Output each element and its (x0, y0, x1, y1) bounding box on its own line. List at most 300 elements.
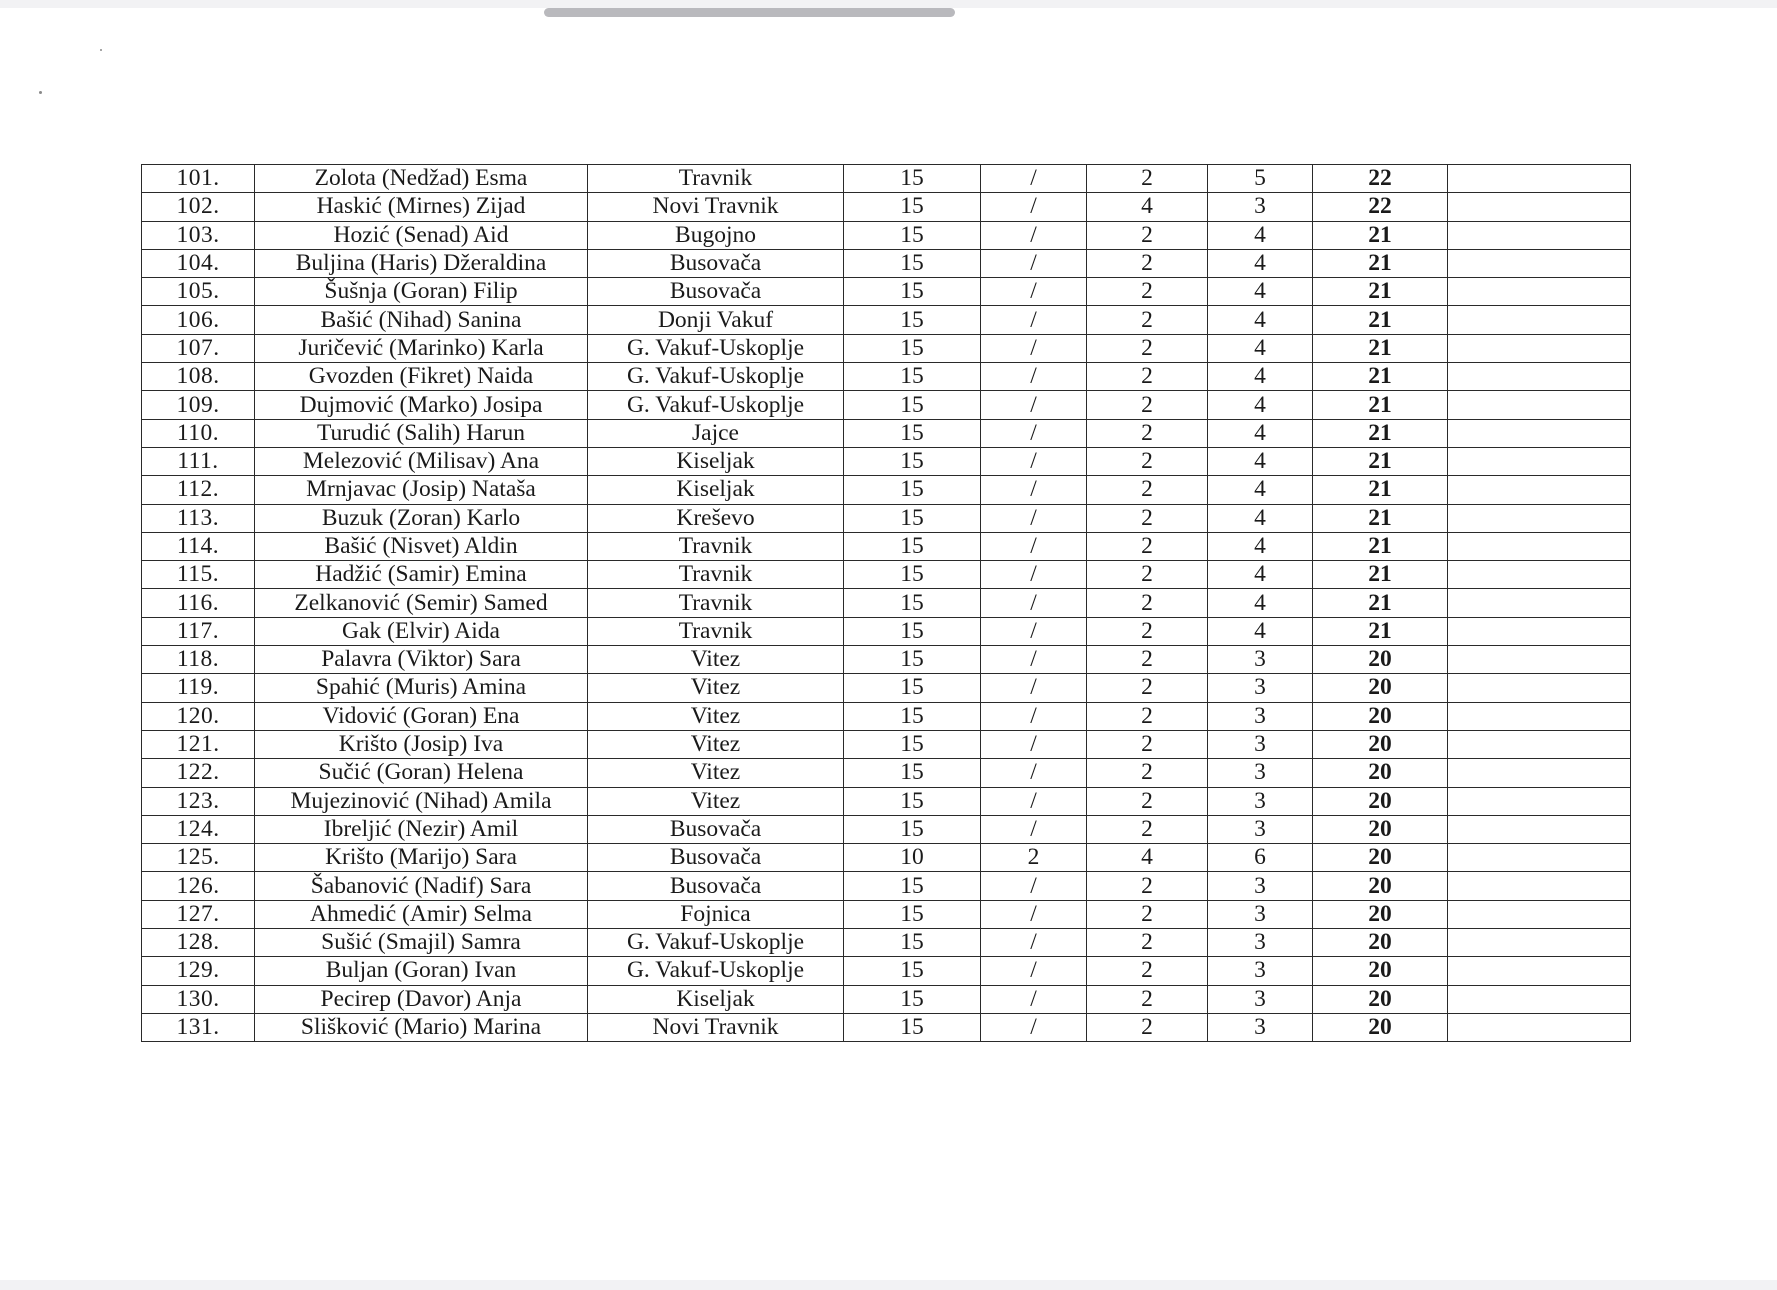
total-score: 20 (1313, 702, 1448, 730)
row-number: 114. (142, 532, 255, 560)
score-2: / (981, 759, 1087, 787)
student-name: Šušnja (Goran) Filip (255, 278, 588, 306)
municipality: Kiseljak (588, 447, 844, 475)
score-2: / (981, 674, 1087, 702)
score-4: 3 (1208, 872, 1313, 900)
total-score: 21 (1313, 391, 1448, 419)
row-number: 117. (142, 617, 255, 645)
score-1: 15 (844, 872, 981, 900)
score-3: 2 (1087, 278, 1208, 306)
row-number: 127. (142, 900, 255, 928)
score-2: / (981, 221, 1087, 249)
score-2: / (981, 1013, 1087, 1041)
municipality: Vitez (588, 702, 844, 730)
score-3: 2 (1087, 476, 1208, 504)
row-number: 101. (142, 165, 255, 193)
total-score: 21 (1313, 278, 1448, 306)
municipality: Jajce (588, 419, 844, 447)
score-4: 4 (1208, 617, 1313, 645)
score-1: 15 (844, 646, 981, 674)
total-score: 21 (1313, 617, 1448, 645)
row-number: 119. (142, 674, 255, 702)
note-cell (1448, 391, 1631, 419)
table-row (142, 447, 1631, 475)
row-number: 130. (142, 985, 255, 1013)
note-cell (1448, 1013, 1631, 1041)
table-row (142, 391, 1631, 419)
student-name: Dujmović (Marko) Josipa (255, 391, 588, 419)
row-number: 118. (142, 646, 255, 674)
municipality: G. Vakuf-Uskoplje (588, 957, 844, 985)
score-1: 15 (844, 561, 981, 589)
row-number: 108. (142, 363, 255, 391)
score-4: 3 (1208, 929, 1313, 957)
score-1: 15 (844, 532, 981, 560)
total-score: 21 (1313, 532, 1448, 560)
student-name: Sučić (Goran) Helena (255, 759, 588, 787)
score-4: 4 (1208, 419, 1313, 447)
score-2: / (981, 787, 1087, 815)
score-1: 15 (844, 447, 981, 475)
note-cell (1448, 532, 1631, 560)
table-row (142, 646, 1631, 674)
note-cell (1448, 929, 1631, 957)
table-row (142, 900, 1631, 928)
score-1: 15 (844, 306, 981, 334)
student-name: Buljina (Haris) Džeraldina (255, 249, 588, 277)
row-number: 115. (142, 561, 255, 589)
total-score: 20 (1313, 787, 1448, 815)
score-2: / (981, 306, 1087, 334)
student-name: Slišković (Mario) Marina (255, 1013, 588, 1041)
municipality: Busovača (588, 872, 844, 900)
total-score: 20 (1313, 929, 1448, 957)
table-row (142, 363, 1631, 391)
score-2: / (981, 702, 1087, 730)
municipality: Travnik (588, 165, 844, 193)
total-score: 20 (1313, 730, 1448, 758)
note-cell (1448, 504, 1631, 532)
table-row (142, 561, 1631, 589)
scan-speck (39, 91, 42, 94)
score-1: 15 (844, 221, 981, 249)
score-3: 2 (1087, 787, 1208, 815)
total-score: 20 (1313, 815, 1448, 843)
note-cell (1448, 221, 1631, 249)
score-1: 15 (844, 985, 981, 1013)
row-number: 128. (142, 929, 255, 957)
student-name: Spahić (Muris) Amina (255, 674, 588, 702)
score-4: 4 (1208, 476, 1313, 504)
score-1: 15 (844, 929, 981, 957)
table-row (142, 929, 1631, 957)
municipality: Busovača (588, 844, 844, 872)
score-3: 2 (1087, 900, 1208, 928)
municipality: Kiseljak (588, 476, 844, 504)
table-row (142, 221, 1631, 249)
student-name: Buljan (Goran) Ivan (255, 957, 588, 985)
row-number: 106. (142, 306, 255, 334)
score-3: 2 (1087, 957, 1208, 985)
table-row (142, 334, 1631, 362)
score-2: / (981, 278, 1087, 306)
note-cell (1448, 815, 1631, 843)
row-number: 102. (142, 193, 255, 221)
score-4: 4 (1208, 363, 1313, 391)
note-cell (1448, 476, 1631, 504)
score-2: / (981, 363, 1087, 391)
total-score: 20 (1313, 872, 1448, 900)
row-number: 131. (142, 1013, 255, 1041)
note-cell (1448, 306, 1631, 334)
municipality: G. Vakuf-Uskoplje (588, 363, 844, 391)
score-4: 3 (1208, 1013, 1313, 1041)
score-4: 4 (1208, 334, 1313, 362)
note-cell (1448, 249, 1631, 277)
total-score: 21 (1313, 419, 1448, 447)
score-2: / (981, 249, 1087, 277)
table-row (142, 702, 1631, 730)
score-4: 4 (1208, 532, 1313, 560)
row-number: 110. (142, 419, 255, 447)
table-row (142, 193, 1631, 221)
score-3: 2 (1087, 759, 1208, 787)
table-row (142, 306, 1631, 334)
municipality: Fojnica (588, 900, 844, 928)
row-number: 113. (142, 504, 255, 532)
total-score: 21 (1313, 221, 1448, 249)
score-3: 2 (1087, 674, 1208, 702)
score-2: / (981, 561, 1087, 589)
score-1: 15 (844, 759, 981, 787)
results-table (141, 164, 1631, 1042)
total-score: 21 (1313, 447, 1448, 475)
note-cell (1448, 957, 1631, 985)
student-name: Hozić (Senad) Aid (255, 221, 588, 249)
student-name: Haskić (Mirnes) Zijad (255, 193, 588, 221)
score-2: / (981, 532, 1087, 560)
student-name: Ahmedić (Amir) Selma (255, 900, 588, 928)
score-2: / (981, 730, 1087, 758)
total-score: 21 (1313, 561, 1448, 589)
score-4: 4 (1208, 561, 1313, 589)
total-score: 20 (1313, 957, 1448, 985)
row-number: 124. (142, 815, 255, 843)
score-4: 3 (1208, 815, 1313, 843)
score-4: 4 (1208, 504, 1313, 532)
municipality: Travnik (588, 617, 844, 645)
score-2: / (981, 504, 1087, 532)
score-4: 5 (1208, 165, 1313, 193)
total-score: 21 (1313, 504, 1448, 532)
note-cell (1448, 363, 1631, 391)
score-1: 15 (844, 730, 981, 758)
row-number: 109. (142, 391, 255, 419)
score-2: 2 (981, 844, 1087, 872)
student-name: Juričević (Marinko) Karla (255, 334, 588, 362)
score-2: / (981, 391, 1087, 419)
municipality: Travnik (588, 532, 844, 560)
student-name: Pecirep (Davor) Anja (255, 985, 588, 1013)
table-row (142, 589, 1631, 617)
student-name: Zolota (Nedžad) Esma (255, 165, 588, 193)
score-3: 2 (1087, 1013, 1208, 1041)
score-3: 2 (1087, 391, 1208, 419)
row-number: 125. (142, 844, 255, 872)
row-number: 121. (142, 730, 255, 758)
score-2: / (981, 929, 1087, 957)
municipality: G. Vakuf-Uskoplje (588, 929, 844, 957)
score-2: / (981, 872, 1087, 900)
score-2: / (981, 334, 1087, 362)
municipality: Travnik (588, 561, 844, 589)
student-name: Vidović (Goran) Ena (255, 702, 588, 730)
total-score: 20 (1313, 1013, 1448, 1041)
student-name: Turudić (Salih) Harun (255, 419, 588, 447)
total-score: 22 (1313, 165, 1448, 193)
score-3: 2 (1087, 221, 1208, 249)
score-3: 2 (1087, 985, 1208, 1013)
student-name: Šabanović (Nadif) Sara (255, 872, 588, 900)
score-3: 2 (1087, 589, 1208, 617)
score-4: 3 (1208, 957, 1313, 985)
total-score: 21 (1313, 589, 1448, 617)
row-number: 120. (142, 702, 255, 730)
score-2: / (981, 957, 1087, 985)
table-row (142, 278, 1631, 306)
note-cell (1448, 900, 1631, 928)
score-3: 2 (1087, 929, 1208, 957)
note-cell (1448, 334, 1631, 362)
student-name: Zelkanović (Semir) Samed (255, 589, 588, 617)
student-name: Mujezinović (Nihad) Amila (255, 787, 588, 815)
row-number: 112. (142, 476, 255, 504)
note-cell (1448, 589, 1631, 617)
total-score: 21 (1313, 476, 1448, 504)
total-score: 20 (1313, 646, 1448, 674)
score-1: 15 (844, 957, 981, 985)
score-1: 15 (844, 334, 981, 362)
score-4: 4 (1208, 391, 1313, 419)
note-cell (1448, 561, 1631, 589)
municipality: G. Vakuf-Uskoplje (588, 334, 844, 362)
note-cell (1448, 193, 1631, 221)
score-3: 2 (1087, 165, 1208, 193)
note-cell (1448, 759, 1631, 787)
row-number: 116. (142, 589, 255, 617)
student-name: Sušić (Smajil) Samra (255, 929, 588, 957)
score-3: 2 (1087, 532, 1208, 560)
municipality: Vitez (588, 674, 844, 702)
table-row (142, 674, 1631, 702)
municipality: Busovača (588, 815, 844, 843)
score-4: 3 (1208, 787, 1313, 815)
score-1: 15 (844, 1013, 981, 1041)
score-2: / (981, 900, 1087, 928)
student-name: Bašić (Nihad) Sanina (255, 306, 588, 334)
note-cell (1448, 872, 1631, 900)
score-4: 3 (1208, 674, 1313, 702)
score-2: / (981, 589, 1087, 617)
total-score: 21 (1313, 249, 1448, 277)
row-number: 103. (142, 221, 255, 249)
score-4: 3 (1208, 730, 1313, 758)
score-3: 2 (1087, 447, 1208, 475)
table-row (142, 759, 1631, 787)
score-4: 4 (1208, 221, 1313, 249)
score-2: / (981, 646, 1087, 674)
note-cell (1448, 419, 1631, 447)
row-number: 104. (142, 249, 255, 277)
total-score: 20 (1313, 844, 1448, 872)
table-row (142, 476, 1631, 504)
municipality: Kiseljak (588, 985, 844, 1013)
municipality: Busovača (588, 249, 844, 277)
note-cell (1448, 617, 1631, 645)
score-3: 2 (1087, 363, 1208, 391)
municipality: Travnik (588, 589, 844, 617)
score-4: 3 (1208, 985, 1313, 1013)
table-row (142, 872, 1631, 900)
total-score: 21 (1313, 306, 1448, 334)
score-1: 15 (844, 278, 981, 306)
municipality: Vitez (588, 646, 844, 674)
score-4: 4 (1208, 249, 1313, 277)
score-1: 15 (844, 787, 981, 815)
score-1: 15 (844, 617, 981, 645)
table-row (142, 532, 1631, 560)
student-name: Ibreljić (Nezir) Amil (255, 815, 588, 843)
score-4: 4 (1208, 278, 1313, 306)
score-2: / (981, 476, 1087, 504)
score-3: 2 (1087, 872, 1208, 900)
note-cell (1448, 985, 1631, 1013)
score-2: / (981, 447, 1087, 475)
score-4: 3 (1208, 900, 1313, 928)
municipality: Novi Travnik (588, 1013, 844, 1041)
score-4: 3 (1208, 702, 1313, 730)
student-name: Buzuk (Zoran) Karlo (255, 504, 588, 532)
municipality: Donji Vakuf (588, 306, 844, 334)
score-2: / (981, 985, 1087, 1013)
score-3: 2 (1087, 561, 1208, 589)
score-1: 15 (844, 504, 981, 532)
total-score: 20 (1313, 985, 1448, 1013)
table-row (142, 815, 1631, 843)
student-name: Bašić (Nisvet) Aldin (255, 532, 588, 560)
municipality: Kreševo (588, 504, 844, 532)
note-cell (1448, 165, 1631, 193)
score-2: / (981, 617, 1087, 645)
score-4: 4 (1208, 447, 1313, 475)
row-number: 126. (142, 872, 255, 900)
note-cell (1448, 787, 1631, 815)
score-1: 10 (844, 844, 981, 872)
score-4: 6 (1208, 844, 1313, 872)
score-1: 15 (844, 900, 981, 928)
row-number: 129. (142, 957, 255, 985)
municipality: Vitez (588, 759, 844, 787)
score-3: 2 (1087, 815, 1208, 843)
score-2: / (981, 815, 1087, 843)
note-cell (1448, 730, 1631, 758)
total-score: 21 (1313, 334, 1448, 362)
score-4: 3 (1208, 646, 1313, 674)
table-row (142, 787, 1631, 815)
student-name: Krišto (Josip) Iva (255, 730, 588, 758)
total-score: 22 (1313, 193, 1448, 221)
horizontal-scrollbar[interactable] (544, 8, 955, 17)
score-3: 4 (1087, 193, 1208, 221)
table-row (142, 249, 1631, 277)
student-name: Melezović (Milisav) Ana (255, 447, 588, 475)
score-1: 15 (844, 419, 981, 447)
student-name: Mrnjavac (Josip) Nataša (255, 476, 588, 504)
municipality: Vitez (588, 787, 844, 815)
score-1: 15 (844, 674, 981, 702)
note-cell (1448, 844, 1631, 872)
score-1: 15 (844, 249, 981, 277)
table-row (142, 419, 1631, 447)
score-3: 4 (1087, 844, 1208, 872)
table-row (142, 504, 1631, 532)
score-3: 2 (1087, 730, 1208, 758)
note-cell (1448, 447, 1631, 475)
score-1: 15 (844, 193, 981, 221)
score-1: 15 (844, 391, 981, 419)
score-1: 15 (844, 702, 981, 730)
student-name: Hadžić (Samir) Emina (255, 561, 588, 589)
total-score: 20 (1313, 759, 1448, 787)
score-3: 2 (1087, 334, 1208, 362)
table-row (142, 165, 1631, 193)
row-number: 122. (142, 759, 255, 787)
table-row (142, 617, 1631, 645)
student-name: Gvozden (Fikret) Naida (255, 363, 588, 391)
score-1: 15 (844, 165, 981, 193)
total-score: 20 (1313, 674, 1448, 702)
student-name: Palavra (Viktor) Sara (255, 646, 588, 674)
score-4: 3 (1208, 193, 1313, 221)
score-2: / (981, 193, 1087, 221)
student-name: Krišto (Marijo) Sara (255, 844, 588, 872)
score-1: 15 (844, 589, 981, 617)
score-2: / (981, 419, 1087, 447)
score-3: 2 (1087, 646, 1208, 674)
score-3: 2 (1087, 419, 1208, 447)
table-row (142, 957, 1631, 985)
table-row (142, 1013, 1631, 1041)
score-1: 15 (844, 476, 981, 504)
row-number: 107. (142, 334, 255, 362)
table-row (142, 844, 1631, 872)
score-3: 2 (1087, 249, 1208, 277)
score-1: 15 (844, 815, 981, 843)
note-cell (1448, 646, 1631, 674)
row-number: 123. (142, 787, 255, 815)
score-3: 2 (1087, 306, 1208, 334)
table-row (142, 730, 1631, 758)
municipality: Busovača (588, 278, 844, 306)
row-number: 105. (142, 278, 255, 306)
score-3: 2 (1087, 702, 1208, 730)
student-name: Gak (Elvir) Aida (255, 617, 588, 645)
note-cell (1448, 674, 1631, 702)
table-row (142, 985, 1631, 1013)
score-3: 2 (1087, 617, 1208, 645)
score-4: 4 (1208, 589, 1313, 617)
score-4: 3 (1208, 759, 1313, 787)
